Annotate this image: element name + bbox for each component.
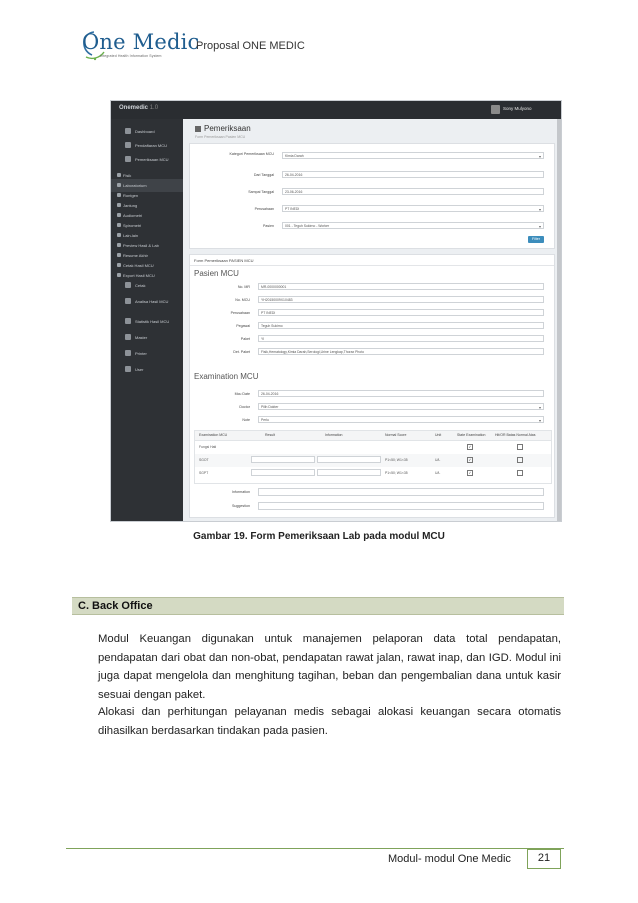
- information-input[interactable]: [317, 456, 381, 463]
- sidebar-item-label: Spirometri: [123, 223, 142, 228]
- pasien-field-value[interactable]: YH20150009X10483: [258, 296, 544, 303]
- menu-icon: [117, 243, 121, 247]
- footer-text: Modul- modul One Medic: [388, 853, 511, 865]
- pasien-section-header: Form Pemeriksaan PASIEN MCU: [194, 258, 254, 263]
- sidebar-item[interactable]: [111, 153, 183, 166]
- divider: [190, 265, 554, 266]
- normal-score-cell: P1<50; W1<35: [385, 458, 408, 462]
- state-checkbox[interactable]: ✓: [468, 471, 472, 475]
- pasien-field-value[interactable]: PT INEDI: [258, 309, 544, 316]
- sidebar-item-label: Fisik: [123, 173, 132, 178]
- menu-icon: [117, 173, 121, 177]
- exam-name-cell: Fungsi Hati: [199, 445, 217, 449]
- filter-panel: [189, 143, 555, 249]
- table-header-cell: Unit: [435, 433, 442, 437]
- menu-icon: [125, 298, 131, 304]
- one-medic-logo: [78, 28, 200, 62]
- mcu-form-screenshot: [110, 100, 562, 522]
- menu-icon: [125, 366, 131, 372]
- app-brand: Onemedic 1.0: [119, 105, 159, 111]
- sidebar-item-label: Pemeriksaan MCU: [135, 157, 169, 162]
- pasien-field-label: Det. Paket: [233, 350, 250, 354]
- sidebar-item-label: Laboratorium: [123, 183, 147, 188]
- batas-checkbox[interactable]: [517, 470, 523, 476]
- sidebar-item-label: Rontgen: [123, 193, 139, 198]
- batas-checkbox[interactable]: [517, 457, 523, 463]
- page-subtitle: Form Pemeriksaan Pasien MCU: [195, 135, 246, 139]
- sidebar-item[interactable]: [111, 279, 183, 292]
- menu-icon: [125, 156, 131, 162]
- sidebar-item[interactable]: [111, 295, 183, 308]
- information-input[interactable]: [317, 469, 381, 476]
- sidebar-item-label: Analisa Hasil MCU: [135, 299, 169, 304]
- table-header-cell: Examination MCU: [199, 433, 228, 437]
- logo-text: One Medic: [82, 30, 200, 54]
- exam-name-cell: SGPT: [199, 471, 209, 475]
- paragraph-keuangan: Modul Keuangan digunakan untuk manajemen pelaporan data total pendapatan, pendapatan dari obat dan non-obat, pendapatan rawat jalan, rawat inap, dan IGD. Modul ini juga dapat mengelola dan menghitung tagihan, beban dan pengembalian dana untuk kasir sesuai dengan paket.: [98, 633, 561, 701]
- state-checkbox[interactable]: ✓: [468, 445, 472, 449]
- perusahaan-select[interactable]: PT INEDI ▾: [282, 205, 544, 212]
- menu-icon: [117, 263, 121, 267]
- sidebar-item[interactable]: [111, 139, 183, 152]
- pasien-field-label: No. MCU: [235, 298, 250, 302]
- pasien-label: Pasien: [263, 224, 274, 228]
- sidebar-item-label: Audiometri: [123, 213, 143, 218]
- page-number: 21: [537, 852, 551, 864]
- perusahaan-label: Perusahaan: [254, 207, 274, 211]
- exam-field-label: Note: [242, 418, 250, 422]
- sidebar-item-label: Resume Akhir: [123, 253, 148, 258]
- sidebar-item-label: Lain-lain: [123, 233, 139, 238]
- sidebar-item-label: Pendaftaran MCU: [135, 143, 168, 148]
- logo-subtitle: Integrated Health Information System: [100, 54, 162, 58]
- menu-icon: [117, 233, 121, 237]
- table-header-cell: Normal Score: [385, 433, 407, 437]
- sampai-tanggal-input[interactable]: 23-06-2016: [282, 188, 544, 195]
- menu-icon: [125, 142, 131, 148]
- sidebar-item-label: Preview Hasil & Lab: [123, 243, 159, 248]
- normal-score-cell: P1<50; W1<35: [385, 471, 408, 475]
- exam-table: [194, 430, 552, 484]
- sidebar-item[interactable]: [111, 125, 183, 138]
- kategori-label: Kategori Pemeriksaan MCU: [229, 152, 274, 156]
- section-heading: C. Back Office: [78, 600, 153, 612]
- pasien-panel: [189, 254, 555, 518]
- menu-icon: [125, 128, 131, 134]
- table-row: [195, 441, 551, 454]
- table-header-cell: Information: [325, 433, 343, 437]
- header-title: Proposal ONE MEDIC: [196, 40, 305, 52]
- pasien-field-value[interactable]: MR-0000000001: [258, 283, 544, 290]
- user-name[interactable]: Sony Mulyono: [503, 106, 532, 111]
- exam-title: Examination MCU: [194, 372, 259, 381]
- menu-icon: [117, 193, 121, 197]
- sidebar-item-label: User: [135, 367, 144, 372]
- sidebar-item-label: Dashboard: [135, 129, 155, 134]
- pasien-field-label: Pegawai: [236, 324, 250, 328]
- pasien-field-value[interactable]: Fisik,Hematology,Kimia Darah,Serologi,Urine Lengkap,Thorax Photo: [258, 348, 544, 355]
- menu-icon: [125, 350, 131, 356]
- bottom-field-input[interactable]: [258, 502, 544, 510]
- sidebar-item-label: Printer: [135, 351, 147, 356]
- sidebar-item[interactable]: [111, 315, 183, 328]
- exam-name-cell: SGOT: [199, 458, 209, 462]
- menu-icon: [117, 213, 121, 217]
- sidebar-item-label: Cetak Hasil MCU: [123, 263, 154, 268]
- table-header-cell: State Examination: [457, 433, 486, 437]
- pasien-field-label: Paket: [240, 337, 250, 341]
- exam-field-value[interactable]: 26-04-2016: [258, 390, 544, 397]
- menu-icon: [125, 318, 131, 324]
- bottom-field-input[interactable]: [258, 488, 544, 496]
- sampai-tanggal-label: Sampai Tanggal: [248, 190, 274, 194]
- app-topbar: [111, 101, 561, 119]
- sidebar-item-label: Cetak: [135, 283, 146, 288]
- sidebar-item[interactable]: [111, 347, 183, 360]
- result-input[interactable]: [251, 469, 315, 476]
- menu-icon: [117, 183, 121, 187]
- filter-button[interactable]: Filter: [528, 236, 544, 243]
- scrollbar[interactable]: [557, 119, 561, 521]
- menu-icon: [125, 282, 131, 288]
- menu-icon: [117, 203, 121, 207]
- exam-field-value[interactable]: Pilih Dokter ▾: [258, 403, 544, 410]
- menu-icon: [125, 334, 131, 340]
- menu-icon: [117, 273, 121, 277]
- pasien-title: Pasien MCU: [194, 269, 239, 278]
- unit-cell: U/L: [435, 471, 441, 475]
- unit-cell: U/L: [435, 458, 441, 462]
- app-sidebar: [111, 119, 183, 521]
- sidebar-item-label: Master: [135, 335, 148, 340]
- kategori-select[interactable]: Kimia Darah ▾: [282, 152, 544, 159]
- table-header-cell: Result: [265, 433, 275, 437]
- exam-field-label: Doctor: [239, 405, 250, 409]
- pasien-select[interactable]: 001 - Teguh Sukirno - Worker ▾: [282, 222, 544, 229]
- sidebar-item-label: Statistik Hasil MCU: [135, 319, 170, 324]
- batas-checkbox[interactable]: [517, 444, 523, 450]
- pasien-field-value[interactable]: Teguh Sukirno: [258, 322, 544, 329]
- table-header-cell: Hit/OR Batas Normal Atas: [495, 433, 536, 437]
- page-title-icon: [195, 126, 201, 132]
- sidebar-item-label: Export Hasil MCU: [123, 273, 155, 278]
- result-input[interactable]: [251, 456, 315, 463]
- menu-icon: [117, 223, 121, 227]
- dari-tanggal-label: Dari Tanggal: [253, 173, 274, 177]
- sidebar-item-label: Jantung: [123, 203, 138, 208]
- paragraph-alokasi: Alokasi dan perhitungan pelayanan medis sebagai alokasi keuangan secara otomatis dihasilkan berdasarkan tindakan pada pasien.: [98, 706, 561, 737]
- sidebar-item[interactable]: [111, 363, 183, 376]
- sidebar-item[interactable]: [111, 331, 183, 344]
- app-content: [183, 119, 561, 521]
- page-title: Pemeriksaan: [195, 124, 251, 133]
- pasien-field-label: No. MR: [237, 285, 250, 289]
- exam-field-value[interactable]: Perlu ▾: [258, 416, 544, 423]
- bottom-field-label: Information: [232, 490, 250, 494]
- exam-field-label: Mcu Date: [234, 392, 250, 396]
- menu-icon: [117, 253, 121, 257]
- bottom-field-label: Suggestion: [232, 504, 250, 508]
- dari-tanggal-input[interactable]: 26-04-2016: [282, 171, 544, 178]
- figure-caption: Gambar 19. Form Pemeriksaan Lab pada modul MCU: [193, 531, 445, 542]
- footer-line: [66, 848, 564, 849]
- pasien-field-value[interactable]: YI: [258, 335, 544, 342]
- user-avatar[interactable]: [491, 105, 500, 114]
- pasien-field-label: Perusahaan: [230, 311, 250, 315]
- state-checkbox[interactable]: ✓: [468, 458, 472, 462]
